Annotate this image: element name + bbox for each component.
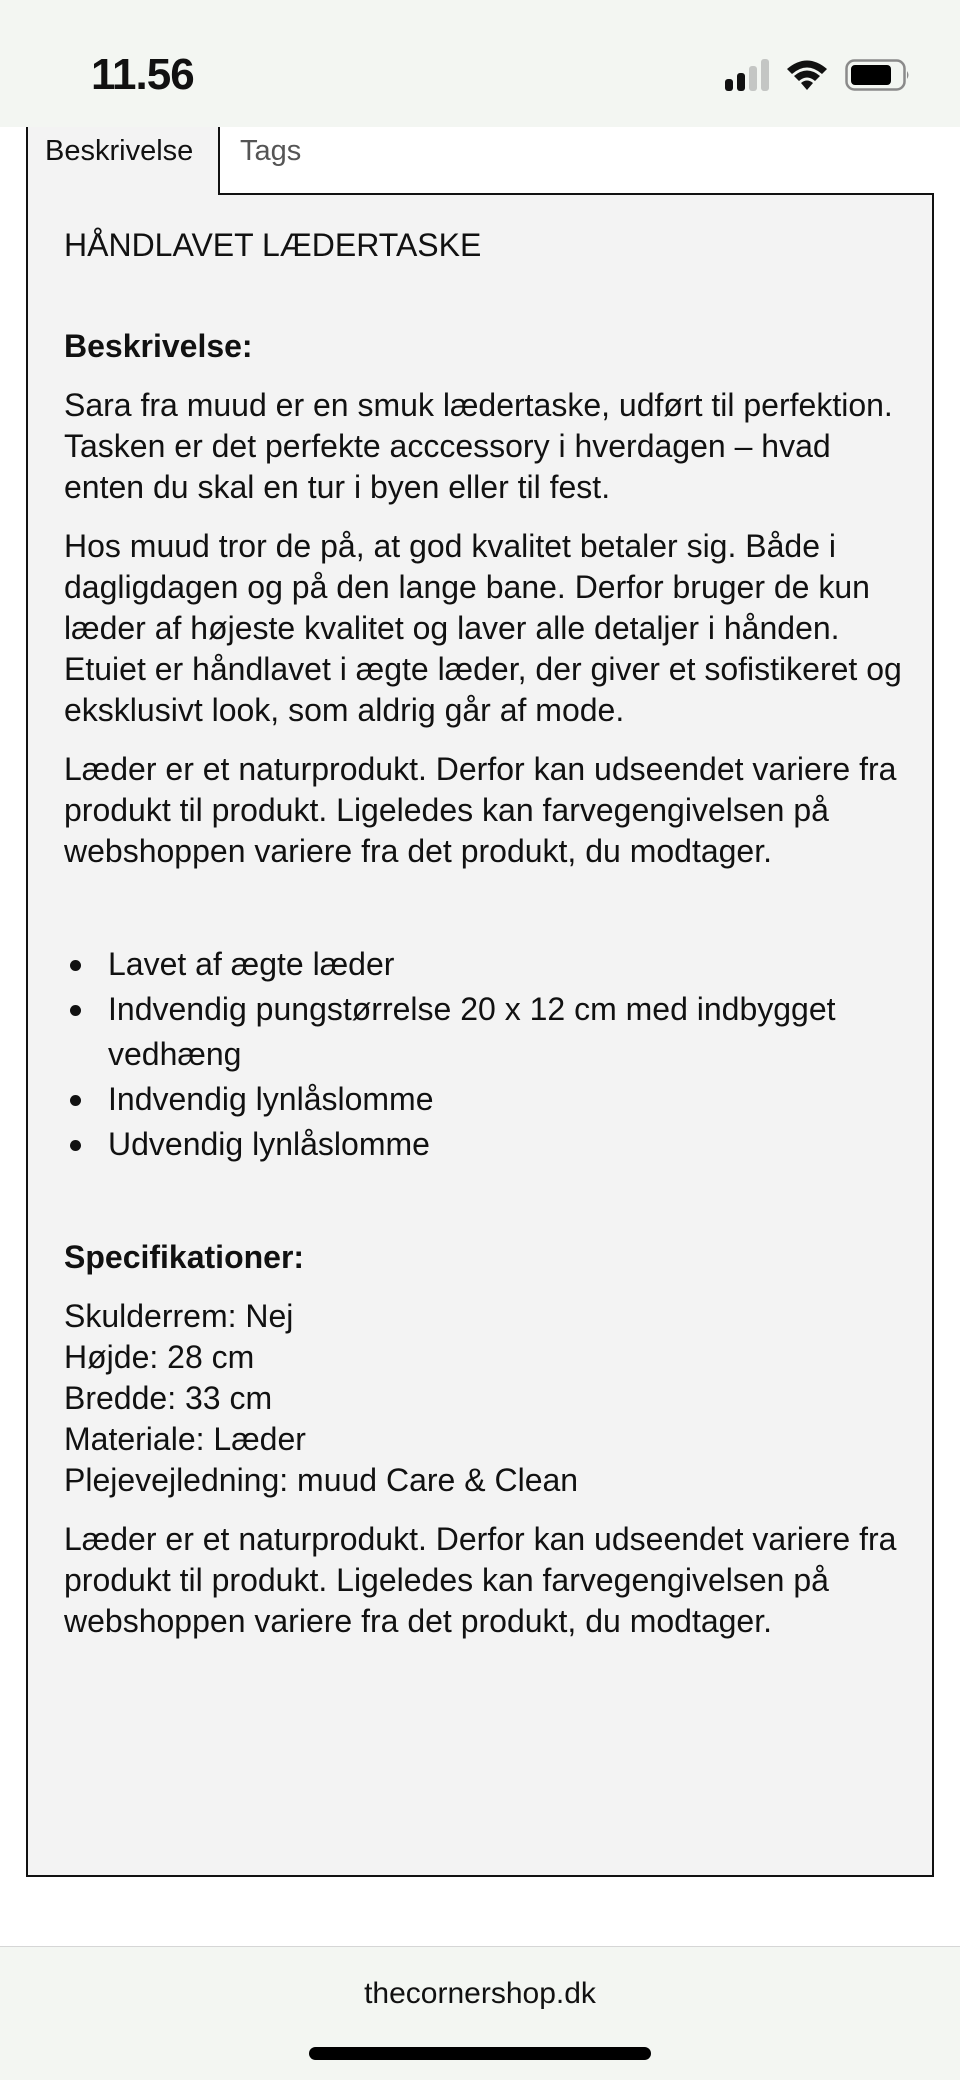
status-icons bbox=[725, 58, 911, 92]
tab-beskrivelse[interactable] bbox=[26, 127, 220, 195]
description-paragraph: Læder er et naturprodukt. Derfor kan udseendet variere fra produkt til produkt. Ligeledes kan farvegengivelsen på webshoppen variere fra det produkt, du modtager. bbox=[64, 751, 897, 869]
description-heading: Beskrivelse: bbox=[64, 328, 253, 364]
feature-item: Lavet af ægte læder bbox=[108, 942, 904, 987]
status-time: 11.56 bbox=[91, 50, 194, 99]
spec-item: Materiale: Læder bbox=[64, 1421, 306, 1457]
status-bar bbox=[0, 0, 960, 127]
spec-item: Plejevejledning: muud Care & Clean bbox=[64, 1462, 579, 1498]
wifi-icon bbox=[785, 58, 829, 92]
description-paragraph: Hos muud tror de på, at god kvalitet betaler sig. Både i dagligdagen og på den lange bane. Derfor bruger de kun læder af højeste kvalitet og laver alle detaljer i hånden. Etuiet er håndlavet i ægte læder, der giver et sofistikeret og eksklusivt look, som aldrig går af mode. bbox=[64, 528, 902, 728]
feature-item: Udvendig lynlåslomme bbox=[108, 1122, 904, 1167]
spec-item: Skulderrem: Nej bbox=[64, 1298, 294, 1334]
spec-item: Bredde: 33 cm bbox=[64, 1380, 273, 1416]
feature-item: Indvendig lynlåslomme bbox=[108, 1077, 904, 1122]
description-content bbox=[64, 225, 904, 1642]
tab-label: Tags bbox=[240, 135, 302, 167]
browser-address-bar[interactable] bbox=[0, 1946, 960, 2080]
url-label[interactable]: thecornershop.dk bbox=[364, 1977, 596, 2010]
specs-heading: Specifikationer: bbox=[64, 1239, 305, 1275]
feature-item: Indvendig pungstørrelse 20 x 12 cm med indbygget vedhæng bbox=[108, 987, 904, 1077]
battery-icon bbox=[845, 59, 911, 91]
spec-item: Højde: 28 cm bbox=[64, 1339, 255, 1375]
specs-list bbox=[64, 1296, 904, 1501]
cellular-signal-icon bbox=[725, 59, 769, 91]
closing-paragraph: Læder er et naturprodukt. Derfor kan udseendet variere fra produkt til produkt. Ligeledes kan farvegengivelsen på webshoppen variere fra det produkt, du modtager. bbox=[64, 1521, 897, 1639]
product-title: HÅNDLAVET LÆDERTASKE bbox=[64, 227, 482, 263]
tab-tags[interactable] bbox=[220, 127, 420, 191]
tab-label: Beskrivelse bbox=[45, 135, 194, 167]
description-paragraph: Sara fra muud er en smuk lædertaske, udført til perfektion. Tasken er det perfekte acccessory i hverdagen – hvad enten du skal en tur i byen eller til fest. bbox=[64, 387, 893, 505]
product-tabs bbox=[26, 127, 934, 195]
feature-list bbox=[64, 942, 904, 1167]
home-indicator[interactable] bbox=[309, 2047, 651, 2060]
